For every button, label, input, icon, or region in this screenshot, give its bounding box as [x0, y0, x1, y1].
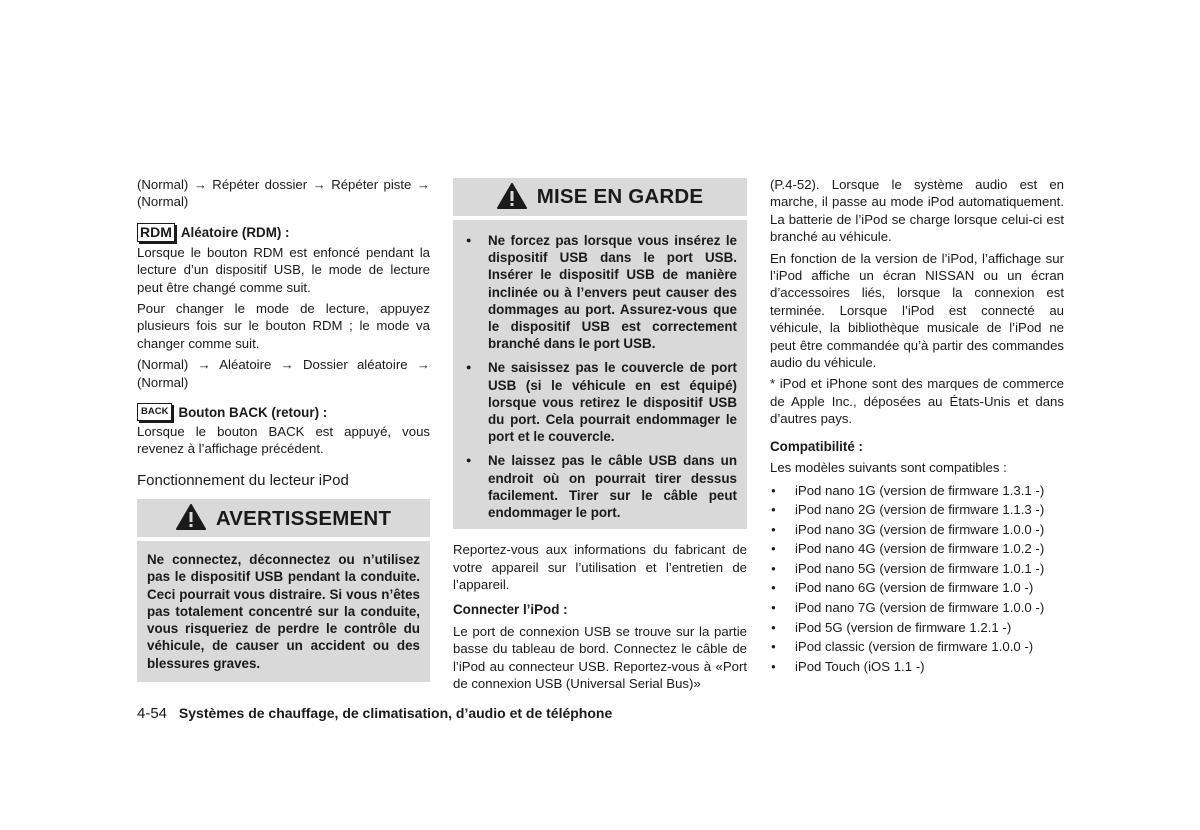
list-item: ● iPod nano 1G (version de firmware 1.3.1 -) [770, 481, 1064, 501]
ipod-section-title: Fonctionnement du lecteur iPod [137, 471, 349, 489]
display-paragraph: En fonction de la version de l’iPod, l’affichage sur l’iPod affiche un écran NISSAN ou un écran d’accessoires liés, lorsque la connexion est terminée. Lorsque l’iPod est connecté au véhicule, la bibliothèque musicale de l’iPod ne peut être commandée qu’à partir des commandes audio du véhicule. [770, 250, 1064, 371]
column-right [770, 176, 1064, 676]
column-left [137, 176, 430, 682]
list-item: ● iPod nano 3G (version de firmware 1.0.0 -) [770, 520, 1064, 540]
back-paragraph: Lorsque le bouton BACK est appuyé, vous revenez à l’affichage précédent. [137, 424, 430, 457]
rdm-heading: Aléatoire (RDM) : [180, 225, 290, 241]
back-heading: Bouton BACK (retour) : [178, 404, 328, 420]
rdm-sequence: (Normal) → Aléatoire → Dossier aléatoire → (Normal) [137, 357, 430, 390]
caution-item: ● Ne laissez pas le câble USB dans un endroit où on pourrait tirer dessus facilement. Tirer sur le câble peut endommager le port. [463, 452, 737, 521]
back-key-icon: BACK [137, 403, 172, 421]
auto-mode-paragraph: (P.4-52). Lorsque le système audio est en marche, il passe au mode iPod automatiquement. La batterie de l’iPod se charge lorsque celui-ci est branché au véhicule. [770, 177, 1064, 245]
page-footer [137, 705, 612, 722]
list-item: ● iPod classic (version de firmware 1.0.0 -) [770, 637, 1064, 657]
warning-title: AVERTISSEMENT [215, 506, 392, 530]
list-item: ● iPod 5G (version de firmware 1.2.1 -) [770, 618, 1064, 638]
compat-intro: Les modèles suivants sont compatibles : [770, 460, 1007, 476]
warning-header [137, 499, 430, 537]
trademark-paragraph: * iPod et iPhone sont des marques de commerce de Apple Inc., déposées au États-Unis et dans d’autres pays. [770, 376, 1064, 427]
list-item: ● iPod nano 7G (version de firmware 1.0.0 -) [770, 598, 1064, 618]
rdm-key-icon: RDM [137, 223, 175, 242]
caution-triangle-icon [497, 183, 527, 211]
rdm-paragraph-1: Lorsque le bouton RDM est enfoncé pendant la lecture d’un dispositif USB, le mode de lecture peut être changé comme suit. [137, 244, 430, 295]
refer-paragraph: Reportez-vous aux informations du fabricant de votre appareil sur l’utilisation et l’entretien de l’appareil. [453, 542, 747, 593]
page-number: 4-54 [137, 705, 168, 722]
column-middle [453, 178, 747, 697]
list-item: ● iPod nano 5G (version de firmware 1.0.1 -) [770, 559, 1064, 579]
compat-heading: Compatibilité : [770, 438, 863, 454]
compat-model-list [770, 481, 1064, 677]
list-item: ● iPod nano 4G (version de firmware 1.0.2 -) [770, 539, 1064, 559]
rdm-heading-row [137, 223, 430, 242]
caution-body [453, 220, 747, 529]
repeat-sequence: (Normal) → Répéter dossier → Répéter piste → (Normal) [137, 177, 430, 210]
chapter-title: Systèmes de chauffage, de climatisation, d’audio et de téléphone [178, 705, 613, 721]
rdm-paragraph-2: Pour changer le mode de lecture, appuyez plusieurs fois sur le bouton RDM ; le mode va changer comme suit. [137, 301, 430, 351]
back-heading-row [137, 403, 430, 421]
caution-title: MISE EN GARDE [536, 185, 704, 209]
caution-list [463, 232, 737, 521]
warning-text: Ne connectez, déconnectez ou n’utilisez pas le dispositif USB pendant la conduite. Ceci pourrait vous distraire. Si vous n’êtes pas totalement concentré sur la conduite, vous risqueriez de perdre le contrôle du véhicule, de causer un accident ou des blessures graves. [147, 552, 420, 671]
caution-header [453, 178, 747, 216]
caution-item: ● Ne forcez pas lorsque vous insérez le dispositif USB dans le port USB. Insérer le dispositif USB de manière inclinée ou à l’envers peut causer des dommages au port. Assurez-vous que le dispositif USB est correctement branché dans le port USB. [463, 232, 737, 352]
connect-heading: Connecter l’iPod : [453, 602, 568, 618]
connect-paragraph: Le port de connexion USB se trouve sur la partie basse du tableau de bord. Connectez le câble de l’iPod au connecteur USB. Reportez-vous à «Port de connexion USB (Universal Serial Bus)» [453, 623, 747, 692]
warning-triangle-icon [176, 504, 206, 532]
warning-body [137, 541, 430, 681]
list-item: ● iPod nano 6G (version de firmware 1.0 -) [770, 578, 1064, 598]
caution-item: ● Ne saisissez pas le couvercle de port USB (si le véhicule en est équipé) lorsque vous retirez le dispositif USB du port. Cela pourrait endommager le port et le couvercle. [463, 359, 737, 445]
list-item: ● iPod nano 2G (version de firmware 1.1.3 -) [770, 500, 1064, 520]
list-item: ● iPod Touch (iOS 1.1 -) [770, 657, 1064, 677]
